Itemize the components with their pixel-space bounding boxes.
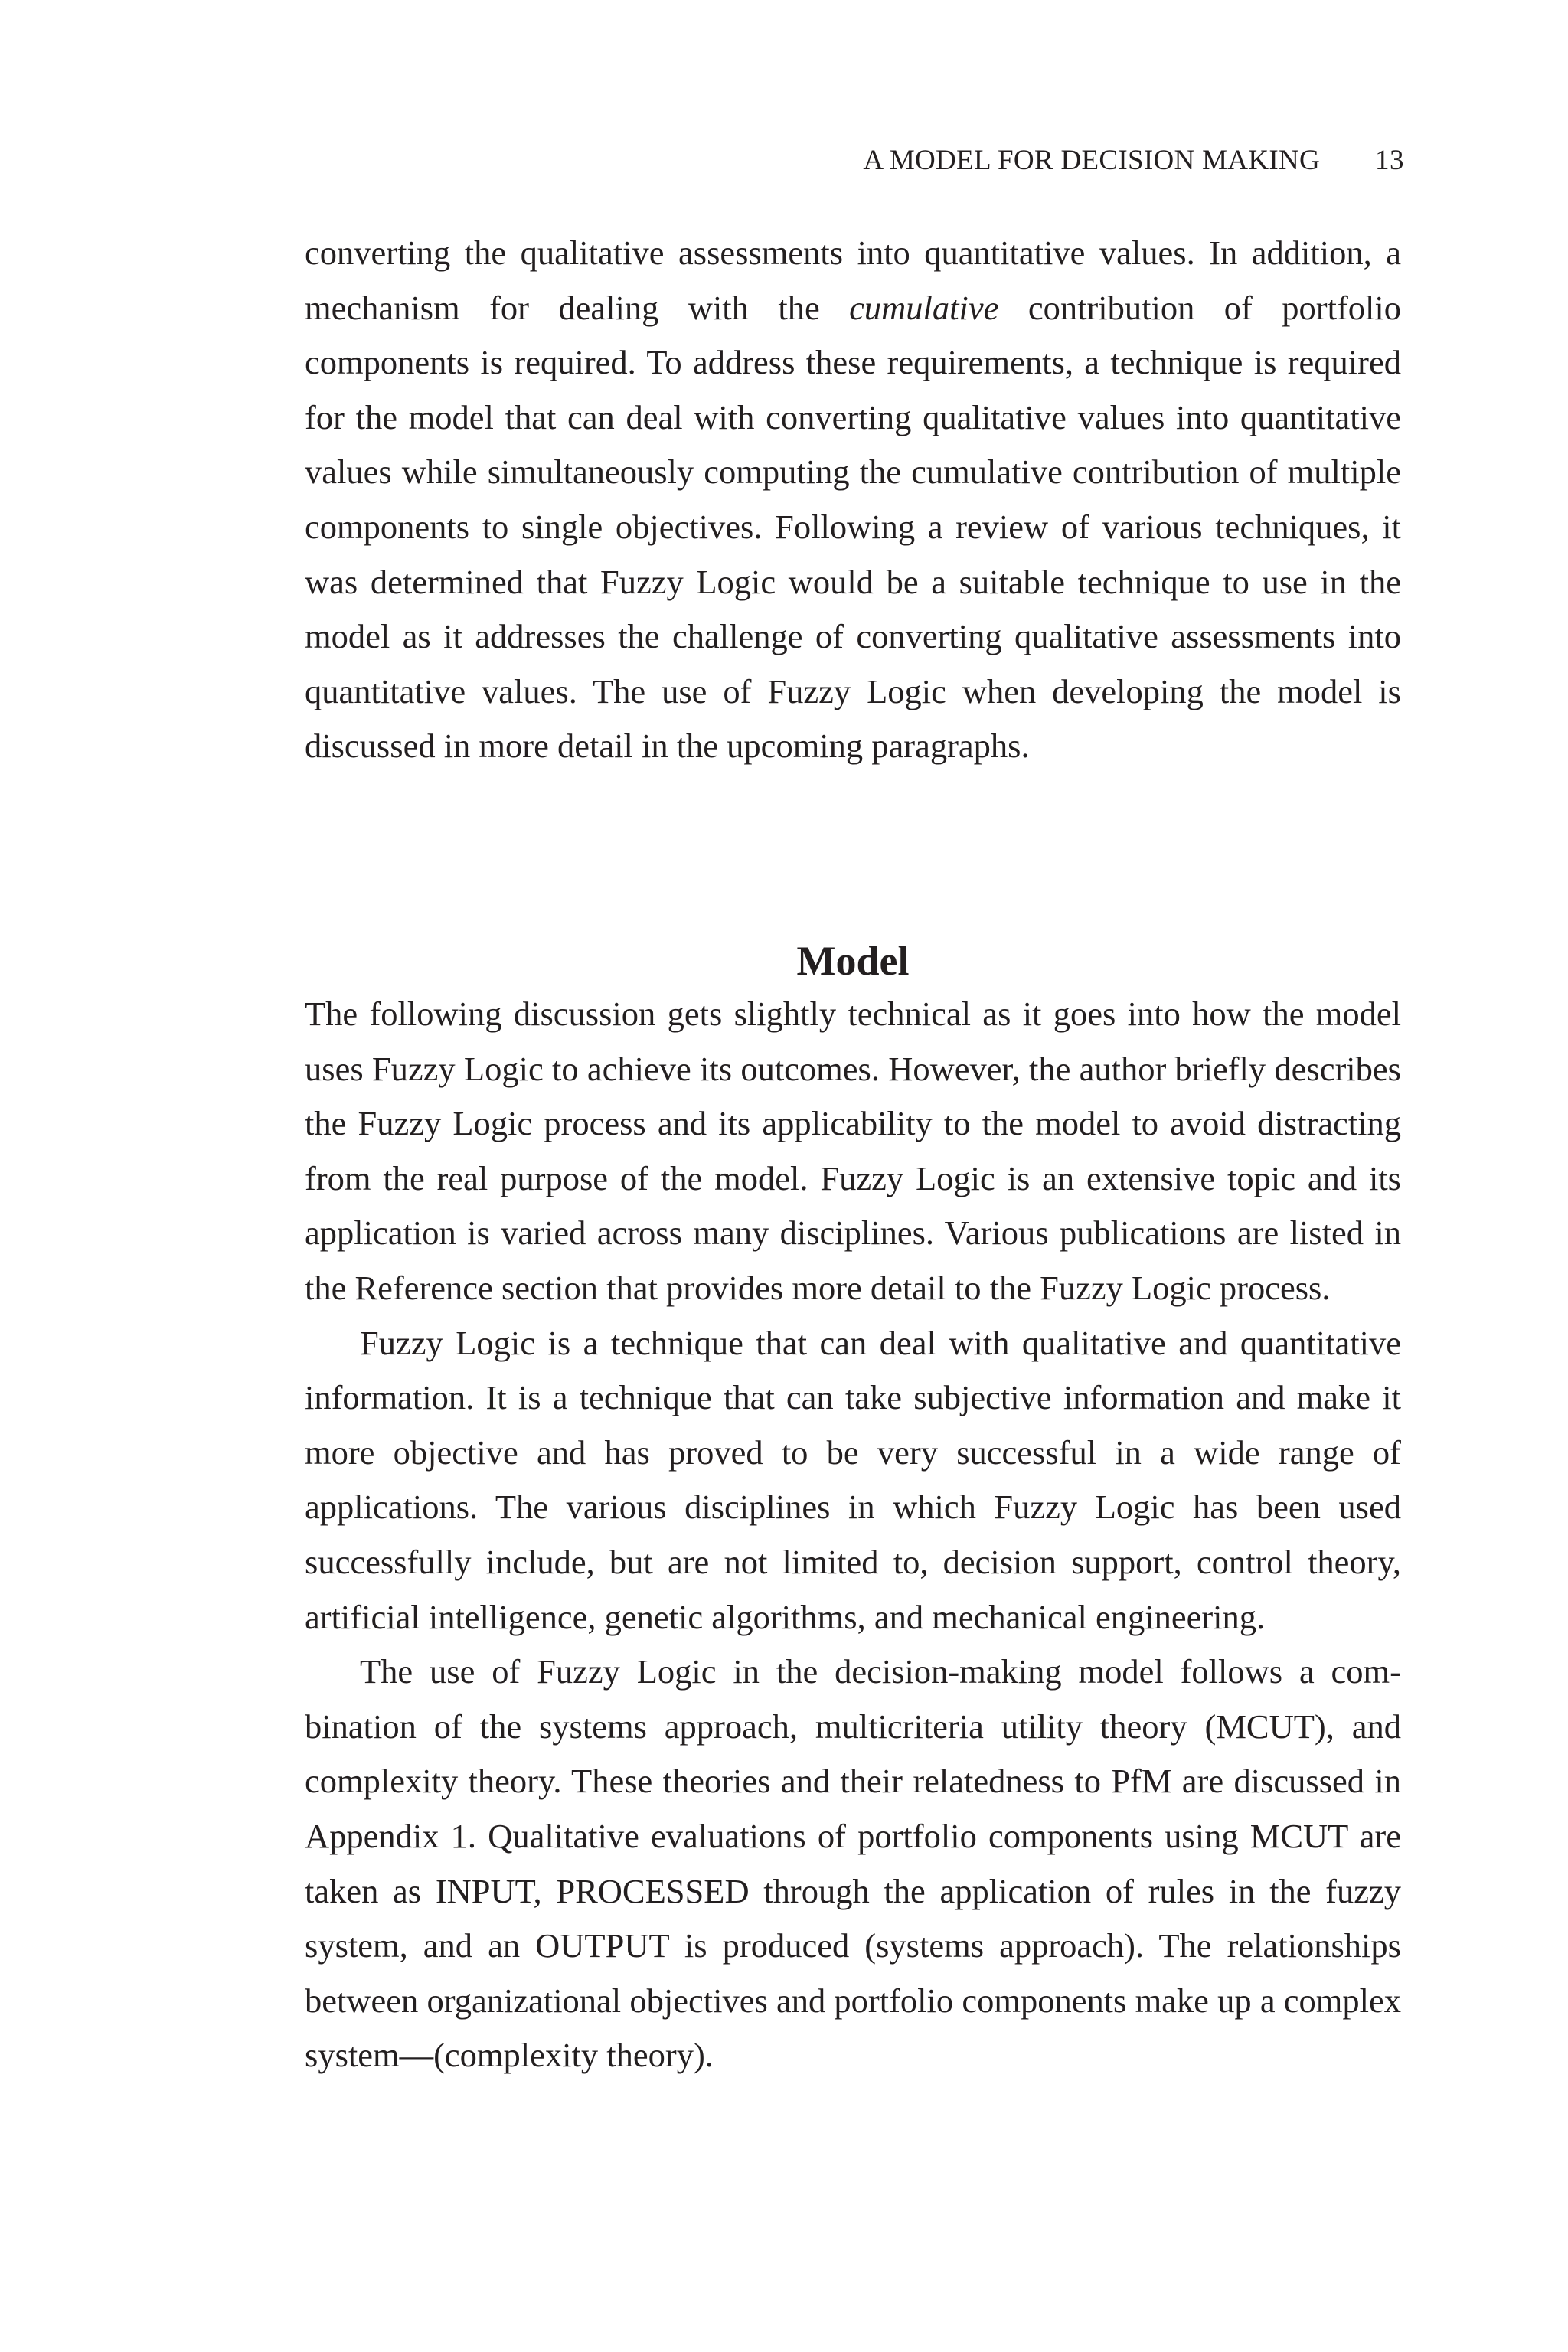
page-number: 13	[1375, 145, 1404, 176]
intro-emphasis: cumulative	[849, 288, 999, 327]
section-heading: Model	[796, 937, 910, 984]
section-paragraph-1: The following discussion gets slightly technical as it goes into how the model uses Fuzzy Logic to achieve its outcomes. However, the author briefly describes the Fuzzy Logic process and its applicability to the model to avoid distracting from the real purpose of the model. Fuzzy Logic is an extensive topic and its application is varied across many disciplines. Various publications are listed in the Reference section that provides more detail to the Fuzzy Logic process.	[305, 995, 1401, 1307]
section-paragraph-2: Fuzzy Logic is a technique that can deal with qualitative and quantitative information. It is a technique that can take subjective information and make it more objective and has proved to be very successful in a wide range of applications. The various disciplines in which Fuzzy Logic has been used successfully include, but are not limited to, decision support, control theory, artificial intelligence, genetic algorithms, and mechanical engineering.	[305, 1323, 1401, 1636]
intro-paragraph-block	[305, 226, 1401, 774]
running-title: A MODEL FOR DECISION MAKING	[863, 145, 1320, 176]
intro-paragraph	[305, 226, 1401, 774]
intro-text-end: contribution of portfolio components is required. To address these requirements, a technique is required for the model that can deal with converting qualitative values into quantitative values while simultaneously computing the cumulative contribution of multiple components to single objectives. Following a review of various techniques, it was determined that Fuzzy Logic would be a suitable technique to use in the model as it addresses the challenge of converting qualitative assessments into quantitative values. The use of Fuzzy Logic when developing the model is discussed in more detail in the upcoming paragraphs.	[305, 288, 1401, 766]
section-paragraph-3: The use of Fuzzy Logic in the decision-making model follows a combination of the systems approach, multicriteria utility theory (MCUT), and complexity theory. These theories and their relatedness to PfM are discussed in Appendix 1. Qualitative evaluations of portfolio components using MCUT are taken as INPUT, PROCESSED through the application of rules in the fuzzy system, and an OUTPUT is produced (systems approach). The relationships between organizational objectives and portfolio components make up a complex system—(complexity theory).	[305, 1652, 1401, 2075]
section-body	[305, 987, 1401, 2083]
running-head	[863, 144, 1404, 177]
intro-text-start: converting the qualitative assessments into quantitative values. In addition, a mechanism for dealing with the	[305, 234, 1401, 327]
